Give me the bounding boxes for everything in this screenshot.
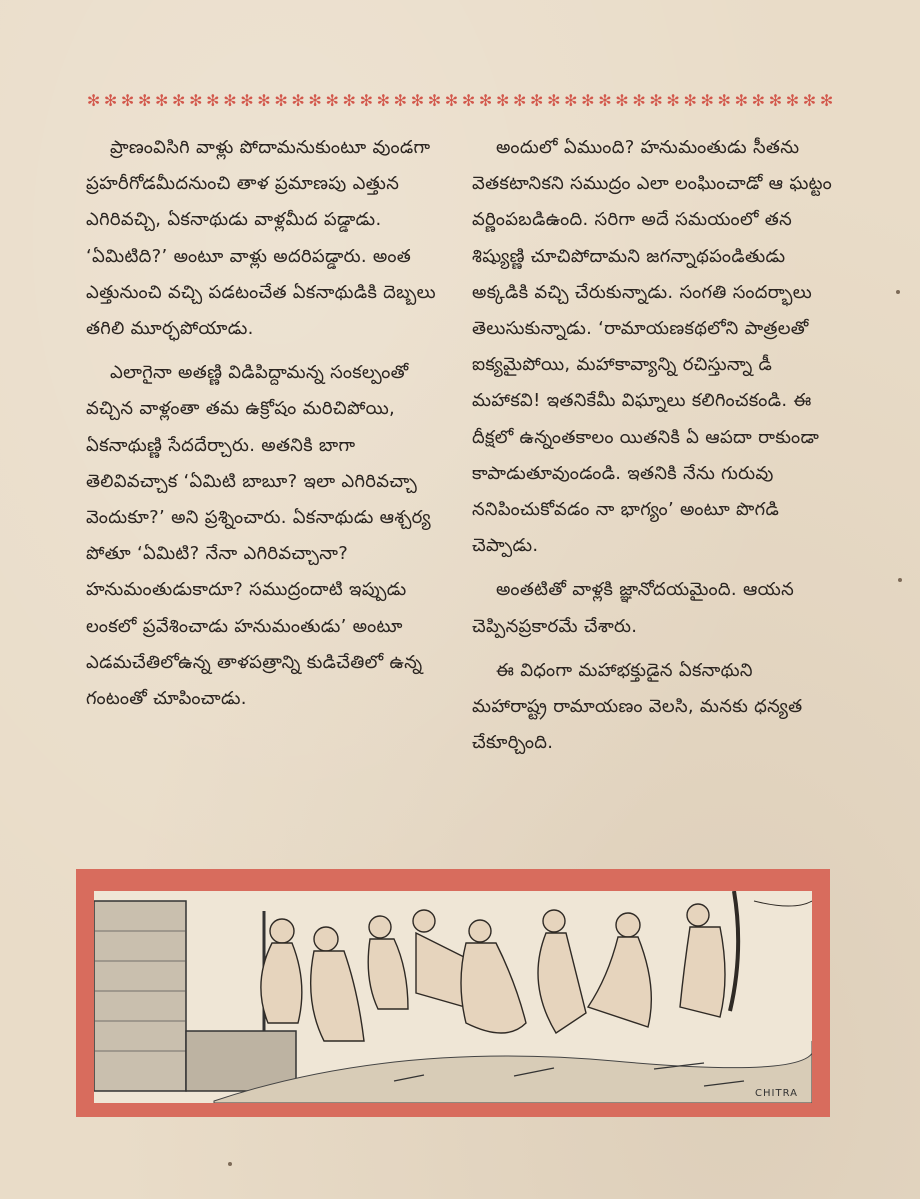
border-star-icon: ✻ bbox=[615, 92, 629, 110]
border-star-icon: ✻ bbox=[751, 92, 766, 110]
house-wall bbox=[94, 901, 186, 1091]
border-star-icon: ✻ bbox=[734, 92, 748, 110]
right-paragraph-2: అంతటితో వాళ్లకి జ్ఞానోదయమైంది. ఆయన చెప్పినప్రకారమే చేశారు. bbox=[472, 579, 795, 637]
ground bbox=[214, 1041, 812, 1103]
left-paragraph-2: ఎలాగైనా అతణ్ణి విడిపిద్దామన్న సంకల్పంతో వచ్చిన వాళ్లంతా తమ ఉక్రోషం మరిచిపోయి, ఏకనాథుణ్ణి సేదదేర్చారు. అతనికి బాగా తెలివివచ్చాక ‘ఏమిటి బాబూ? ఇలా ఎగిరివచ్చా వెందుకూ?’ అని ప్రశ్నించారు. ఏకనాథుడు ఆశ్చర్య పోతూ ‘ఏమిటి? నేనా ఎగిరివచ్చానా? హనుమంతుడుకాదూ? సముద్రందాటి ఇప్పుడు లంకలో ప్రవేశించాడు హనుమంతుడు’ అంటూ ఎడమచేతిలోఉన్న తాళపత్రాన్ని కుడిచేతిలో ఉన్న గంటంతో చూపించాడు. bbox=[86, 362, 431, 710]
border-star-icon: ✻ bbox=[717, 92, 731, 110]
right-column bbox=[472, 130, 832, 769]
right-paragraph-1: అందులో ఏముంది? హనుమంతుడు సీతను వెతకటానికని సముద్రం ఎలా లంఘించాడో ఆ ఘట్టం వర్ణింపబడిఉంది. సరిగా అదే సమయంలో తన శిష్యుణ్ణి చూచిపోదామని జగన్నాథపండితుడు అక్కడికి వచ్చి చేరుకున్నాడు. సంగతి సందర్భాలు తెలుసుకున్నాడు. ‘రామాయణకథలోని పాత్రలతో ఐక్యమైపోయి, మహాకావ్యాన్ని రచిస్తున్నా డీ మహాకవి! ఇతనికేమీ విఘ్నాలు కలిగించకండి. ఈ దీక్షలో ఉన్నంతకాలం యితనికి ఏ ఆపదా రాకుండా కాపాడుతూవుండండి. ఇతనికి నేను గురువు ననిపించుకోవడం నా భాగ్యం’ అంటూ పొగడి చెప్పాడు. bbox=[472, 137, 833, 557]
border-star-icon: ✻ bbox=[547, 92, 561, 110]
border-star-icon: ✻ bbox=[512, 92, 527, 110]
border-star-icon: ✻ bbox=[137, 92, 152, 110]
border-star-icon: ✻ bbox=[223, 92, 237, 110]
border-star-icon: ✻ bbox=[240, 92, 254, 110]
border-star-icon: ✻ bbox=[530, 92, 544, 110]
border-star-icon: ✻ bbox=[410, 92, 425, 110]
border-star-icon: ✻ bbox=[342, 92, 356, 110]
border-star-icon: ✻ bbox=[632, 92, 646, 110]
border-star-icon: ✻ bbox=[819, 92, 834, 110]
border-star-icon: ✻ bbox=[274, 92, 288, 110]
border-star-icon: ✻ bbox=[86, 92, 101, 110]
border-star-icon: ✻ bbox=[172, 92, 186, 110]
border-star-icon: ✻ bbox=[768, 92, 783, 110]
tree-branch bbox=[754, 901, 812, 906]
border-star-icon: ✻ bbox=[581, 92, 595, 110]
border-star-icon: ✻ bbox=[189, 92, 203, 110]
border-star-icon: ✻ bbox=[308, 92, 322, 110]
border-star-icon: ✻ bbox=[461, 92, 476, 110]
border-star-icon: ✻ bbox=[393, 92, 408, 110]
border-star-icon: ✻ bbox=[325, 92, 339, 110]
border-star-icon: ✻ bbox=[206, 92, 220, 110]
paper-speck bbox=[898, 578, 902, 582]
left-paragraph-1: ప్రాణంవిసిగి వాళ్లు పోదామనుకుంటూ వుండగా ప్రహరీగోడమీదనుంచి తాళ ప్రమాణపు ఎత్తున ఎగిరివచ్చి, ఏకనాథుడు వాళ్లమీద పడ్డాడు. ‘ఏమిటిది?’ అంటూ వాళ్లు అదరిపడ్డారు. అంత ఎత్తునుంచి వచ్చి పడటంచేత ఏకనాథుడికి దెబ్బలు తగిలి మూర్ఛపోయాడు. bbox=[86, 137, 436, 340]
left-column bbox=[86, 130, 446, 725]
border-star-icon: ✻ bbox=[649, 92, 663, 110]
border-star-icon: ✻ bbox=[666, 92, 680, 110]
decorative-star-border bbox=[86, 92, 834, 110]
border-star-icon: ✻ bbox=[120, 92, 135, 110]
border-star-icon: ✻ bbox=[103, 92, 118, 110]
border-star-icon: ✻ bbox=[444, 92, 459, 110]
border-star-icon: ✻ bbox=[359, 92, 373, 110]
border-star-icon: ✻ bbox=[155, 92, 169, 110]
illustration-canvas bbox=[94, 891, 812, 1103]
right-paragraph-3: ఈ విధంగా మహాభక్తుడైన ఏకనాథుని మహారాష్ట్ర రామాయణం వెలసి, మనకు ధన్యత చేకూర్చింది. bbox=[472, 659, 803, 754]
paper-speck bbox=[228, 1162, 232, 1166]
artist-signature: CHITRA bbox=[755, 1088, 798, 1099]
border-star-icon: ✻ bbox=[291, 92, 305, 110]
border-star-icon: ✻ bbox=[478, 92, 493, 110]
border-star-icon: ✻ bbox=[257, 92, 271, 110]
border-star-icon: ✻ bbox=[376, 92, 391, 110]
border-star-icon: ✻ bbox=[564, 92, 578, 110]
border-star-icon: ✻ bbox=[785, 92, 800, 110]
tree-trunk bbox=[730, 891, 738, 1011]
illustration-drawing bbox=[94, 891, 812, 1103]
paper-speck bbox=[896, 290, 900, 294]
border-star-icon: ✻ bbox=[683, 92, 697, 110]
border-star-icon: ✻ bbox=[495, 92, 510, 110]
crowd-figures bbox=[261, 904, 725, 1041]
border-star-icon: ✻ bbox=[802, 92, 817, 110]
story-illustration bbox=[76, 869, 830, 1117]
border-star-icon: ✻ bbox=[700, 92, 714, 110]
border-star-icon: ✻ bbox=[598, 92, 612, 110]
border-star-icon: ✻ bbox=[427, 92, 442, 110]
